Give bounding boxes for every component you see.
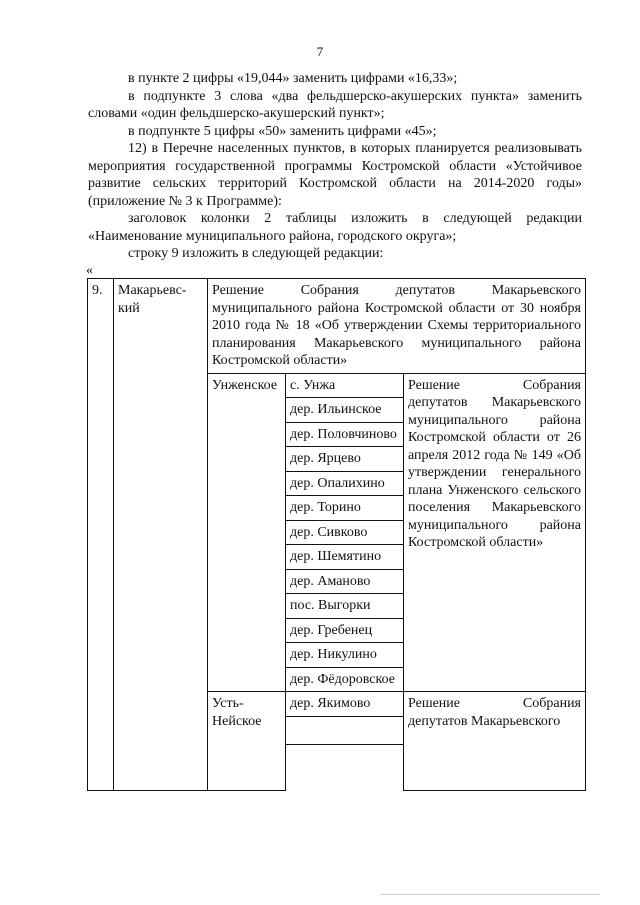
row-number-cell: 9. [88, 279, 114, 791]
paragraph: заголовок колонки 2 таблицы изложить в следующей редакции «Наименование муниципального района, городского округа»; [88, 211, 582, 244]
settlements-table [87, 278, 586, 791]
village-cell: дер. Ярцево [286, 447, 404, 472]
settlement-decision-cell: Решение Собрания депутатов Макарьевского [404, 692, 586, 791]
settlement-decision-cell: Решение Собрания депутатов Макарьевского муниципального района Костромской области от 26 апреля 2012 года № 149 «Об утверждении генерального плана Унженского сельского поселения Макарьевского муниципального района Костромской области» [404, 373, 586, 692]
paragraph: в подпункте 5 цифры «50» заменить цифрами «45»; [128, 123, 437, 139]
village-cell: дер. Половчиново [286, 422, 404, 447]
village-cell: дер. Сивково [286, 520, 404, 545]
body-text [88, 70, 582, 263]
village-cell-empty [286, 744, 404, 791]
village-cell: дер. Никулино [286, 643, 404, 668]
page-edge-line [380, 894, 600, 895]
paragraph: в пункте 2 цифры «19,044» заменить цифрами «16,33»; [128, 71, 458, 86]
paragraph: строку 9 изложить в следующей редакции: [128, 246, 384, 261]
paragraph: 12) в Перечне населенных пунктов, в которых планируется реализовывать мероприятия государственной программы Костромской области «Устойчивое развитие сельских территорий Костромской области на 2014-2020 годы» (приложение № 3 к Программе): [88, 141, 582, 209]
page-number: 7 [316, 44, 324, 59]
village-cell: дер. Якимово [286, 692, 404, 717]
village-cell: дер. Опалихино [286, 471, 404, 496]
settlement-cell: Унженское [208, 373, 286, 692]
opening-quote: « [86, 263, 93, 278]
village-cell: дер. Ильинское [286, 398, 404, 423]
district-decision-cell: Решение Собрания депутатов Макарьевского муниципального района Костромской области от 30 ноября 2010 года № 18 «Об утверждении Схемы территориального планирования Макарьевского муниципального района Костромской области» [208, 279, 586, 374]
paragraph: в подпункте 3 слова «два фельдшерско-акушерских пункта» заменить словами «один фельдшерско-акушерский пункт»; [88, 88, 582, 121]
settlement-cell: Усть-Нейское [208, 692, 286, 791]
village-cell: дер. Аманово [286, 569, 404, 594]
village-cell [286, 716, 404, 744]
village-cell: дер. Шемятино [286, 545, 404, 570]
village-cell: дер. Фёдоровское [286, 667, 404, 692]
table-row [88, 279, 586, 374]
village-cell: дер. Гребенец [286, 618, 404, 643]
village-cell: с. Унжа [286, 373, 404, 398]
village-cell: дер. Торино [286, 496, 404, 521]
district-cell: Макарьевс-кий [114, 279, 208, 791]
village-cell: пос. Выгорки [286, 594, 404, 619]
